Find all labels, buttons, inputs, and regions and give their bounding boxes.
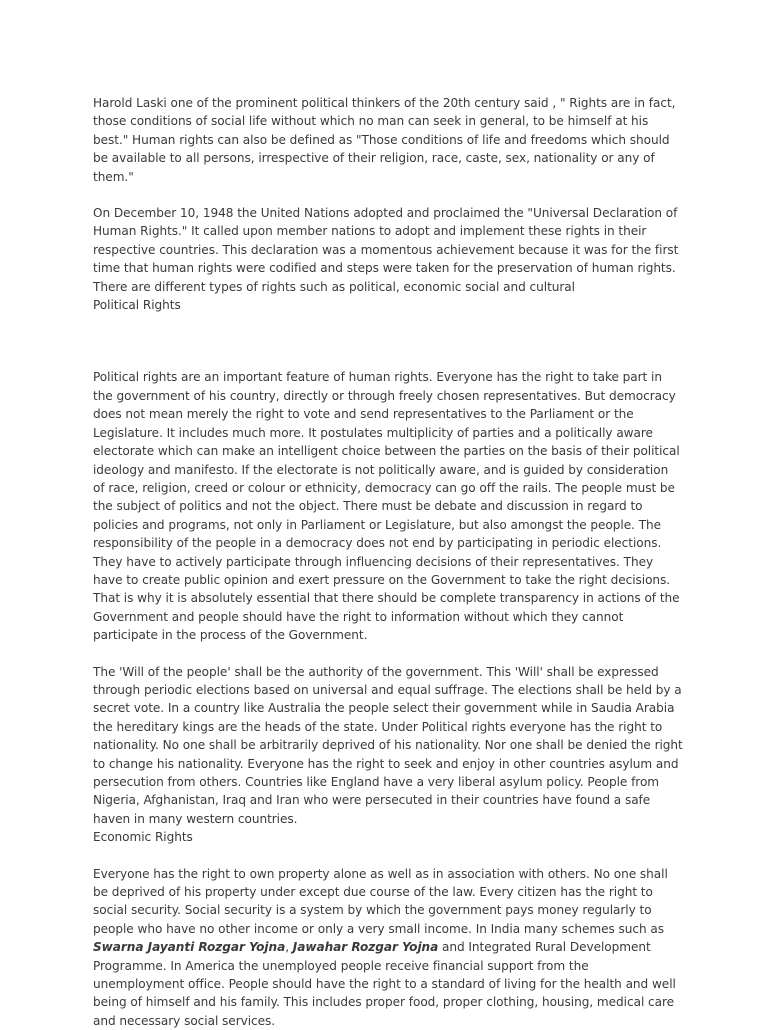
paragraph-political-rights-2: The 'Will of the people' shall be the authority of the government. This 'Will' shall be expressed through periodic elections based on universal and equal suffrage. The elections shall be held by a secret vote. In a country like Australia the people select their government while in Saudia Arabia the hereditary kings are the heads of the state. Under Political rights everyone has the right to nationality. No one shall be arbitrarily deprived of his nationality. Nor one shall be denied the right to change his nationality. Everyone has the right to seek and enjoy in other countries asylum and persecution from others. Countries like England have a very liberal asylum policy. People from Nigeria, Afghanistan, Iraq and Iran who were persecuted in their countries have found a safe haven in many western countries. bbox=[93, 664, 683, 826]
paragraph-laski-quote: Harold Laski one of the prominent political thinkers of the 20th century said , " Rights are in fact, those conditions of social life without which no man can seek in general, to be himself at his best." Human rights can also be defined as "Those conditions of life and freedoms which should be available to all persons, irrespective of their religion, race, caste, sex, nationality or any of them." bbox=[93, 96, 676, 184]
paragraph-political-rights-1: Political rights are an important feature of human rights. Everyone has the right to take part in the government of his country, directly or through freely chosen representatives. But democracy does not mean merely the right to vote and send representatives to the Parliament or the Legislature. It includes much more. It postulates multiplicity of parties and a politically aware electorate which can make an intelligent choice between the parties on the basis of their political ideology and manifesto. If the electorate is not politically aware, and is guided by consideration of race, religion, creed or colour or ethnicity, democracy can go off the rails. The people must be the subject of politics and not the object. There must be debate and discussion in regard to policies and programs, not only in Parliament or Legislature, but also amongst the people. The responsibility of the people in a democracy does not end by participating in periodic elections. They have to actively participate through influencing decisions of their representatives. They have to create public opinion and exert pressure on the Government to take the right decisions. That is why it is absolutely essential that there should be complete transparency in actions of the Government and people should have the right to information without which they cannot participate in the process of the Government. bbox=[93, 370, 680, 643]
scheme-jawahar-rozgar: Jawahar Rozgar Yojna bbox=[292, 940, 439, 955]
paragraph-udhr: On December 10, 1948 the United Nations adopted and proclaimed the "Universal Declaration of Human Rights." It called upon member nations to adopt and implement these rights in their respective countries. This declaration was a momentous achievement because it was for the first time that human rights were codified and steps were taken for the preservation of human rights. There are different types of rights such as political, economic social and cultural bbox=[93, 206, 679, 294]
heading-economic-rights: Economic Rights bbox=[93, 830, 193, 845]
economic-separator: , bbox=[285, 940, 293, 955]
economic-text-part-1: Everyone has the right to own property alone as well as in association with others. No one shall be deprived of his property under except due course of the law. Every citizen has the right to social security. Social security is a system by which the government pays money regularly to people who have no other income or only a very small income. In India many schemes such as bbox=[93, 866, 668, 936]
paragraph-economic-rights-1 bbox=[93, 865, 683, 1030]
economic-text-part-2: and Integrated Rural Development Programme. In America the unemployed people receive financial support from the unemployment office. People should have the right to a standard of living for the health and well being of himself and his family. This includes proper food, proper clothing, housing, medical care and necessary social services. bbox=[93, 940, 676, 1028]
document-page bbox=[93, 94, 683, 1030]
scheme-swarna-jayanti: Swarna Jayanti Rozgar Yojna bbox=[93, 940, 286, 955]
heading-political-rights: Political Rights bbox=[93, 298, 181, 313]
